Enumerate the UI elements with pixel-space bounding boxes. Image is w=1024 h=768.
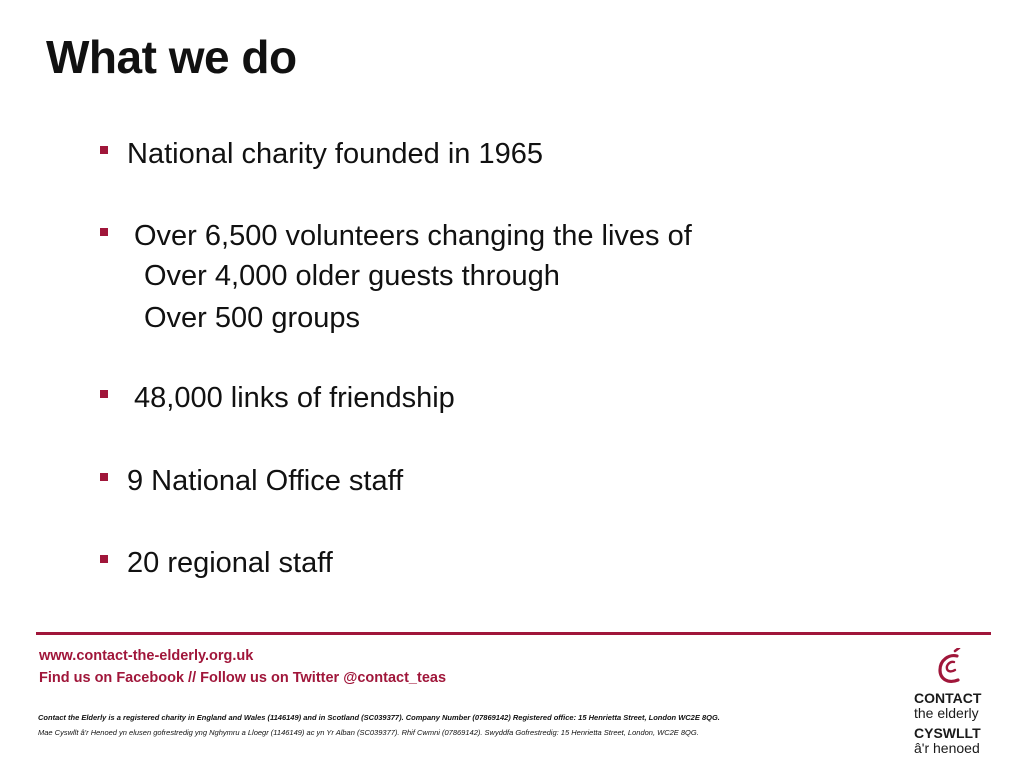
bullet-item — [100, 134, 543, 174]
logo-text-cyswllt: CYSWLLT — [914, 725, 981, 741]
bullet-item — [100, 461, 404, 501]
website-link[interactable]: www.contact-the-elderly.org.uk — [39, 648, 254, 664]
slide-title: What we do — [46, 31, 297, 83]
bullet-item — [100, 543, 333, 583]
bullet-text: 48,000 links of friendship — [134, 382, 455, 414]
logo-text-the-elderly: the elderly — [914, 705, 979, 721]
square-bullet-icon — [100, 146, 108, 154]
square-bullet-icon — [100, 555, 108, 563]
legal-text-welsh: Mae Cyswllt â'r Henoed yn elusen gofrestredig yng Nghymru a Lloegr (1146149) ac yn Yr Alban (SC039377). Rhif Cwmni (07869142). Swyddfa Gofrestredig: 15 Henrietta Street, London, WC2E 8QG. — [38, 728, 699, 737]
bullet-subline: Over 500 groups — [144, 302, 361, 334]
charity-logo — [905, 648, 995, 760]
square-bullet-icon — [100, 473, 108, 481]
square-bullet-icon — [100, 390, 108, 398]
logo-text-r-henoed: â'r henoed — [914, 740, 980, 756]
logo-mark-icon — [935, 648, 965, 686]
bullet-item — [100, 216, 692, 256]
bullet-text: National charity founded in 1965 — [127, 138, 543, 170]
legal-text-english: Contact the Elderly is a registered charity in England and Wales (1146149) and in Scotland (SC039377). Company Number (07869142) Registered office: 15 Henrietta Street, London WC2E 8QG. — [38, 713, 720, 722]
bullet-text: Over 6,500 volunteers changing the lives of — [134, 220, 692, 252]
bullet-text: 20 regional staff — [127, 547, 333, 579]
bullet-subline: Over 4,000 older guests through — [144, 260, 560, 292]
social-links[interactable]: Find us on Facebook // Follow us on Twitter @contact_teas — [39, 670, 447, 686]
bullet-item — [100, 378, 455, 418]
bullet-text: 9 National Office staff — [127, 465, 404, 497]
footer-divider — [36, 632, 991, 635]
square-bullet-icon — [100, 228, 108, 236]
logo-text-contact: CONTACT — [914, 690, 982, 706]
